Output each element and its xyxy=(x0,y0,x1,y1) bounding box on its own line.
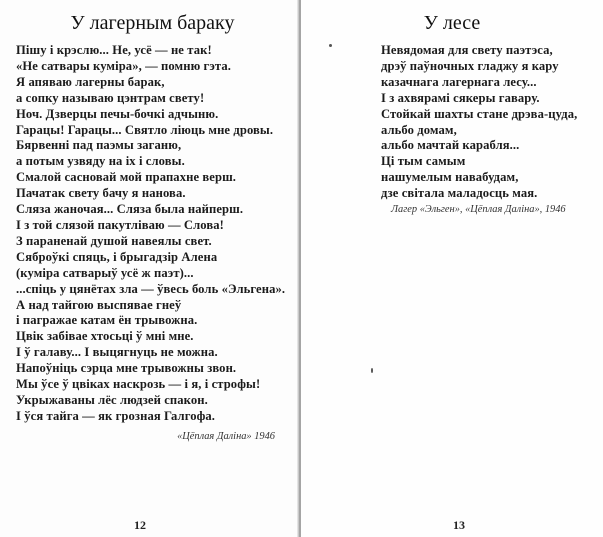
poem-line: Мы ўсе ў цвіках наскрозь — і я, і строфы! xyxy=(16,377,261,392)
poem-line: а сопку называю цэнтрам свету! xyxy=(16,90,205,105)
poem-line: І з ахвярамі сякеры гавару. xyxy=(381,90,540,105)
poem-line: Сяброўкі спяць, і брыгадзір Алена xyxy=(16,249,218,264)
poem-line: Пачатак свету бачу я нанова. xyxy=(16,186,186,201)
right-page xyxy=(301,0,603,537)
poem-line: Напоўніць сэрца мне трывожны звон. xyxy=(16,361,237,376)
right-poem-lines xyxy=(381,43,577,202)
poem-line: Стойкай шахты стане дрэва-цуда, xyxy=(381,106,578,121)
poem-line: Я апяваю лагерны барак, xyxy=(16,74,165,89)
poem-line: І ў галаву... І выцягнуць не можна. xyxy=(16,345,218,360)
right-page-number: 13 xyxy=(453,518,465,532)
left-page-number: 12 xyxy=(134,518,146,532)
poem-line: Гарацы! Гарацы... Святло ліюць мне дровы. xyxy=(16,122,274,137)
left-page xyxy=(0,0,299,537)
poem-line: Пішу і крэслю... Не, усё — не так! xyxy=(16,43,212,57)
poem-line: Цвік забівае хтосьці ў мні мне. xyxy=(16,329,194,344)
poem-line: А над тайгою выспявае гнеў xyxy=(16,297,182,312)
poem-line: І з той слязой пакутліваю — Слова! xyxy=(16,217,224,232)
left-poem-source: «Цёплая Даліна» 1946 xyxy=(177,431,275,442)
print-speck xyxy=(329,44,332,47)
print-speck xyxy=(371,368,373,373)
poem-line: (куміра сатварыў усё ж паэт)... xyxy=(16,265,194,280)
poem-line: Ноч. Дзверцы печы-бочкі адчыню. xyxy=(16,106,219,121)
poem-line: Невядомая для свету паэтэса, xyxy=(381,43,553,57)
poem-line: альбо домам, xyxy=(381,122,457,137)
poem-line: Укрыжаваны лёс людзей спакон. xyxy=(16,392,208,407)
poem-line: нашумелым навабудам, xyxy=(381,170,519,185)
poem-line: дрэў паўночных гладжу я кару xyxy=(381,58,559,73)
poem-line: Бярвенні пад паэмы заганю, xyxy=(16,138,182,153)
poem-line: дзе світала маладосць мая. xyxy=(381,186,538,201)
poem-line: «Не сатвары куміра», — помню гэта. xyxy=(16,58,232,73)
right-poem-title: У лесе xyxy=(423,12,481,34)
poem-line: З параненай душой навеялы свет. xyxy=(16,233,212,248)
right-poem-source: Лагер «Эльген», «Цёплая Даліна», 1946 xyxy=(391,204,566,215)
poem-line: Смалой сасновай мой прапахне верш. xyxy=(16,170,237,185)
poem-line: а потым узвяду на іх і словы. xyxy=(16,154,185,169)
poem-line: ...спіць у цянётах зла — ўвесь боль «Эльгена». xyxy=(16,281,286,296)
poem-line: І ўся тайга — як грозная Галгофа. xyxy=(16,408,216,423)
poem-line: Ці тым самым xyxy=(381,154,466,169)
poem-line: і пагражае катам ён трывожна. xyxy=(16,313,198,328)
poem-line: Сляза жаночая... Сляза была найперш. xyxy=(16,202,244,217)
left-poem-title: У лагерным бараку xyxy=(70,12,235,34)
poem-line: казачнага лагернага лесу... xyxy=(381,74,537,89)
poem-line: альбо мачтай карабля... xyxy=(381,138,520,153)
left-poem-lines xyxy=(16,43,285,425)
